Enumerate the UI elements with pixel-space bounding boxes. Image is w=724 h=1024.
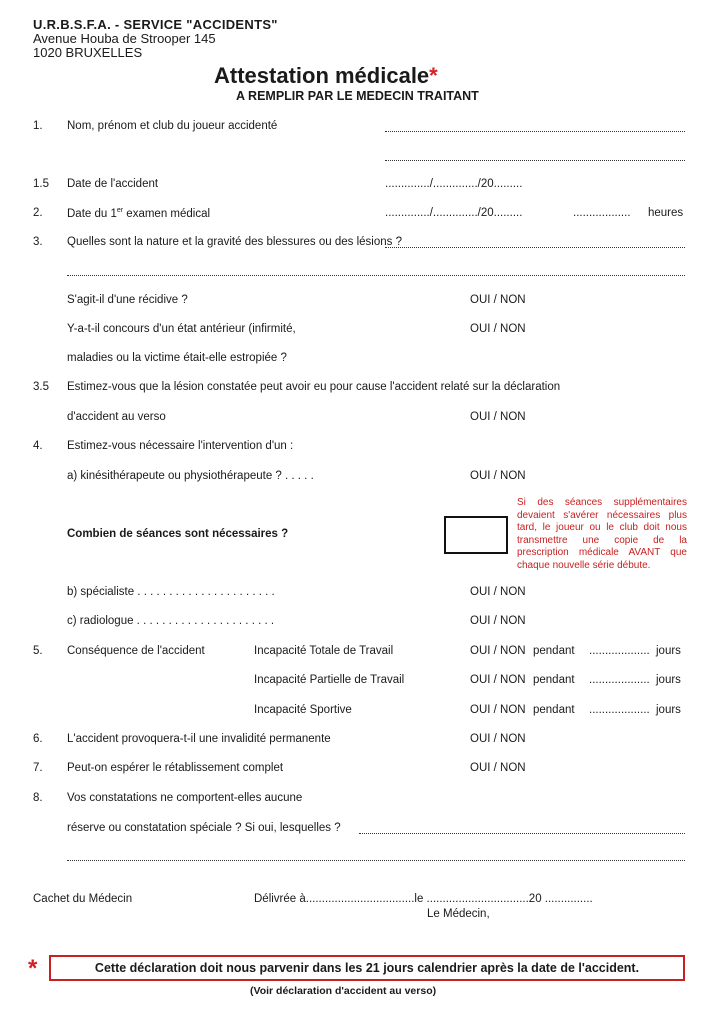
q6-oui-non[interactable]: OUI / NON — [470, 733, 526, 745]
delivree-field[interactable]: Délivrée à..................................le ................................20 ............... — [254, 893, 593, 905]
q5-ipt-label: Incapacité Partielle de Travail — [254, 674, 405, 686]
q4b-oui-non[interactable]: OUI / NON — [470, 586, 526, 598]
q7-number: 7. — [33, 762, 43, 774]
footer-note: (Voir déclaration d'accident au verso) — [250, 985, 437, 997]
q6-number: 6. — [33, 733, 43, 745]
footer-warning: Cette déclaration doit nous parvenir dans les 21 jours calendrier après la date de l'accident. — [49, 955, 685, 981]
q3-recidive-label: S'agit-il d'une récidive ? — [67, 294, 188, 306]
org-name: U.R.B.S.F.A. - SERVICE "ACCIDENTS" — [33, 17, 278, 32]
q3-anterieur-label-2: maladies ou la victime était-elle estropiée ? — [67, 352, 287, 364]
q3-recidive-oui-non[interactable]: OUI / NON — [470, 294, 526, 306]
q8-field-line-2[interactable] — [67, 860, 685, 861]
q1-label: Nom, prénom et club du joueur accidenté — [67, 120, 278, 132]
cachet-label: Cachet du Médecin — [33, 893, 133, 905]
q4a-oui-non[interactable]: OUI / NON — [470, 470, 526, 482]
title-asterisk: * — [429, 63, 438, 88]
q7-label: Peut-on espérer le rétablissement complet — [67, 762, 284, 774]
q4-label: Estimez-vous nécessaire l'intervention d'un : — [67, 440, 294, 452]
q6-label: L'accident provoquera-t-il une invalidité permanente — [67, 733, 331, 745]
q15-label: Date de l'accident — [67, 178, 159, 190]
q8-label-1: Vos constatations ne comportent-elles aucune — [67, 792, 303, 804]
page-subtitle: A REMPLIR PAR LE MEDECIN TRAITANT — [236, 89, 479, 103]
org-address: Avenue Houba de Strooper 145 — [33, 31, 216, 46]
q5-itt-oui-non[interactable]: OUI / NON — [470, 645, 526, 657]
page-title: Attestation médicale* — [214, 63, 438, 88]
q5-is-pendant: pendant — [533, 704, 575, 716]
q35-number: 3.5 — [33, 381, 49, 393]
q4-seances-box[interactable] — [444, 516, 508, 554]
q4-seances-label: Combien de séances sont nécessaires ? — [67, 528, 289, 540]
q5-is-oui-non[interactable]: OUI / NON — [470, 704, 526, 716]
q5-is-jours: jours — [656, 704, 681, 716]
q4a-label: a) kinésithérapeute ou physiothérapeute ? . . . . . — [67, 470, 314, 482]
q35-label-2: d'accident au verso — [67, 411, 166, 423]
q1-field-line-2[interactable] — [385, 160, 685, 161]
q4c-label: c) radiologue . . . . . . . . . . . . . . . . . . . . . . — [67, 615, 275, 627]
q4b-label: b) spécialiste . . . . . . . . . . . . . . . . . . . . . . — [67, 586, 275, 598]
footer-asterisk: * — [28, 955, 38, 982]
q35-oui-non[interactable]: OUI / NON — [470, 411, 526, 423]
q5-ipt-pendant: pendant — [533, 674, 575, 686]
q2-time-field[interactable]: .................. — [573, 207, 631, 219]
q5-ipt-oui-non[interactable]: OUI / NON — [470, 674, 526, 686]
q3-field-line-2[interactable] — [67, 275, 685, 276]
q5-itt-label: Incapacité Totale de Travail — [254, 645, 394, 657]
q1-number: 1. — [33, 120, 43, 132]
q2-number: 2. — [33, 207, 43, 219]
q5-ipt-days-field[interactable]: ................... — [589, 674, 650, 686]
q5-is-days-field[interactable]: ................... — [589, 704, 650, 716]
q35-label-1: Estimez-vous que la lésion constatée peut avoir eu pour cause l'accident relaté sur la déclaration — [67, 381, 561, 393]
q2-date-field[interactable]: ............../............../20......... — [385, 207, 523, 219]
q15-number: 1.5 — [33, 178, 49, 190]
q3-number: 3. — [33, 236, 43, 248]
q15-date-field[interactable]: ............../............../20......... — [385, 178, 523, 190]
q2-time-unit: heures — [648, 207, 684, 219]
q5-itt-pendant: pendant — [533, 645, 575, 657]
q8-field-line-1[interactable] — [359, 833, 685, 834]
q4-number: 4. — [33, 440, 43, 452]
org-city: 1020 BRUXELLES — [33, 45, 143, 60]
medecin-label: Le Médecin, — [427, 908, 490, 920]
q5-itt-days-field[interactable]: ................... — [589, 645, 650, 657]
q5-label: Conséquence de l'accident — [67, 645, 205, 657]
q4c-oui-non[interactable]: OUI / NON — [470, 615, 526, 627]
q3-anterieur-oui-non[interactable]: OUI / NON — [470, 323, 526, 335]
q5-is-label: Incapacité Sportive — [254, 704, 352, 716]
q3-anterieur-label-1: Y-a-t-il concours d'un état antérieur (infirmité, — [67, 323, 296, 335]
q1-field-line-1[interactable] — [385, 131, 685, 132]
q8-number: 8. — [33, 792, 43, 804]
q8-label-2: réserve ou constatation spéciale ? Si oui, lesquelles ? — [67, 822, 341, 834]
q5-number: 5. — [33, 645, 43, 657]
q3-field-line-1[interactable] — [385, 247, 685, 248]
q5-itt-jours: jours — [656, 645, 681, 657]
q4-seances-note: Si des séances supplémentaires devaient s'avérer nécessaires plus tard, le joueur ou le club doit nous transmettre une copie de la prescription médicale AVANT que chaque nouvelle série débute. — [517, 497, 687, 571]
q5-ipt-jours: jours — [656, 674, 681, 686]
q3-label: Quelles sont la nature et la gravité des blessures ou des lésions ? — [67, 236, 402, 248]
q2-label: Date du 1er examen médical — [67, 207, 211, 220]
q7-oui-non[interactable]: OUI / NON — [470, 762, 526, 774]
